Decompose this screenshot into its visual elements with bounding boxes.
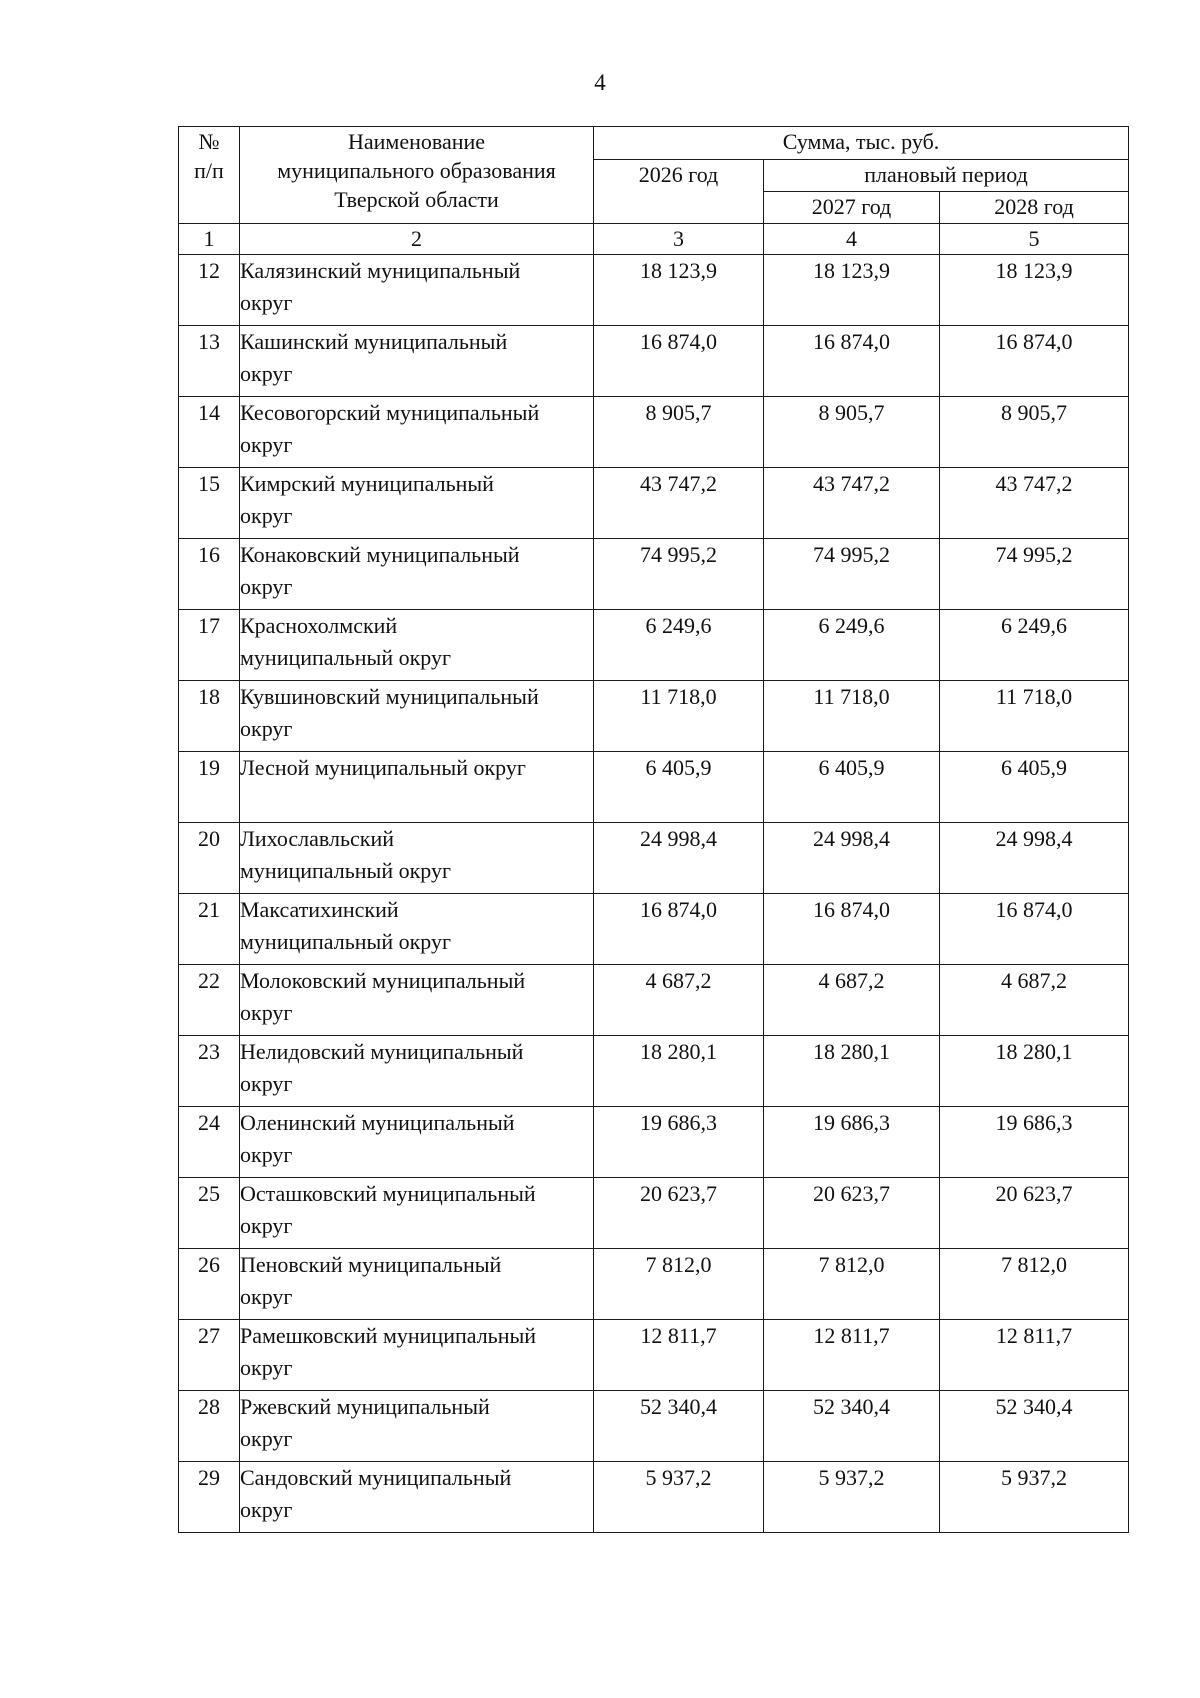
municipality-name [240,823,594,894]
budget-table [178,126,1129,1533]
amount-2028: 74 995,2 [940,539,1129,610]
municipality-name [240,1320,594,1391]
amount-2027: 11 718,0 [764,681,940,752]
amount-2027: 4 687,2 [764,965,940,1036]
table-row [179,1036,1129,1107]
municipality-name-line1: Кимрский муниципальный [240,471,494,496]
municipality-name-line2: муниципальный округ [240,858,452,883]
municipality-name-line1: Оленинский муниципальный [240,1110,515,1135]
amount-2027: 6 405,9 [764,752,940,823]
table-row [179,965,1129,1036]
municipality-name [240,1178,594,1249]
row-number: 25 [179,1178,240,1249]
row-number: 15 [179,468,240,539]
table-row [179,397,1129,468]
header-number-line2: п/п [194,158,224,183]
table-row [179,681,1129,752]
municipality-name-line2: округ [240,290,293,315]
amount-2026: 43 747,2 [594,468,764,539]
amount-2028: 52 340,4 [940,1391,1129,1462]
row-number: 16 [179,539,240,610]
municipality-name-line2: муниципальный округ [240,645,452,670]
row-number: 23 [179,1036,240,1107]
municipality-name-line1: Кесовогорский муниципальный [240,400,540,425]
municipality-name-line2: округ [240,361,293,386]
municipality-name-line1: Сандовский муниципальный [240,1465,512,1490]
table-row [179,823,1129,894]
municipality-name [240,1249,594,1320]
amount-2028: 8 905,7 [940,397,1129,468]
row-number: 27 [179,1320,240,1391]
table-body [179,255,1129,1533]
amount-2028: 12 811,7 [940,1320,1129,1391]
row-number: 26 [179,1249,240,1320]
amount-2028: 18 123,9 [940,255,1129,326]
amount-2026: 12 811,7 [594,1320,764,1391]
amount-2026: 6 405,9 [594,752,764,823]
row-number: 24 [179,1107,240,1178]
amount-2026: 19 686,3 [594,1107,764,1178]
municipality-name [240,965,594,1036]
amount-2026: 11 718,0 [594,681,764,752]
table-row [179,468,1129,539]
amount-2028: 43 747,2 [940,468,1129,539]
amount-2027: 12 811,7 [764,1320,940,1391]
amount-2026: 8 905,7 [594,397,764,468]
header-number-line1: № [198,129,220,154]
municipality-name-line1: Нелидовский муниципальный [240,1039,524,1064]
amount-2027: 7 812,0 [764,1249,940,1320]
header-name-line3: Тверской области [334,187,499,212]
row-number: 13 [179,326,240,397]
municipality-name-line1: Лесной муниципальный округ [240,755,526,780]
amount-2026: 24 998,4 [594,823,764,894]
amount-2028: 6 405,9 [940,752,1129,823]
amount-2028: 4 687,2 [940,965,1129,1036]
row-number: 22 [179,965,240,1036]
header-year-2026: 2026 год [594,160,764,224]
table-row [179,1391,1129,1462]
amount-2027: 5 937,2 [764,1462,940,1533]
column-number: 5 [940,224,1129,255]
amount-2027: 19 686,3 [764,1107,940,1178]
amount-2028: 19 686,3 [940,1107,1129,1178]
amount-2026: 7 812,0 [594,1249,764,1320]
municipality-name [240,894,594,965]
amount-2028: 7 812,0 [940,1249,1129,1320]
row-number: 17 [179,610,240,681]
row-number: 20 [179,823,240,894]
amount-2027: 74 995,2 [764,539,940,610]
header-sum: Сумма, тыс. руб. [594,127,1129,160]
header-year-2027: 2027 год [764,192,940,224]
municipality-name-line2: округ [240,503,293,528]
row-number: 29 [179,1462,240,1533]
municipality-name-line1: Краснохолмский [240,613,398,638]
municipality-name-line2: округ [240,716,293,741]
header-year-2028: 2028 год [940,192,1129,224]
municipality-name [240,1391,594,1462]
amount-2028: 6 249,6 [940,610,1129,681]
column-number: 2 [240,224,594,255]
amount-2027: 43 747,2 [764,468,940,539]
amount-2027: 16 874,0 [764,894,940,965]
municipality-name-line1: Пеновский муниципальный [240,1252,502,1277]
header-number [179,127,240,224]
row-number: 18 [179,681,240,752]
amount-2026: 4 687,2 [594,965,764,1036]
amount-2026: 16 874,0 [594,326,764,397]
municipality-name-line1: Конаковский муниципальный [240,542,520,567]
municipality-name-line1: Ржевский муниципальный [240,1394,490,1419]
table-row [179,1462,1129,1533]
municipality-name [240,1036,594,1107]
amount-2028: 16 874,0 [940,894,1129,965]
amount-2027: 52 340,4 [764,1391,940,1462]
row-number: 12 [179,255,240,326]
row-number: 28 [179,1391,240,1462]
municipality-name-line2: округ [240,1000,293,1025]
row-number: 19 [179,752,240,823]
table-row [179,1107,1129,1178]
header-name-line1: Наименование [347,129,486,154]
amount-2026: 5 937,2 [594,1462,764,1533]
amount-2027: 16 874,0 [764,326,940,397]
table-row [179,1178,1129,1249]
amount-2027: 6 249,6 [764,610,940,681]
amount-2026: 6 249,6 [594,610,764,681]
municipality-name [240,326,594,397]
municipality-name-line1: Максатихинский [240,897,399,922]
table-header [179,127,1129,255]
municipality-name-line2: округ [240,1142,293,1167]
municipality-name [240,468,594,539]
municipality-name-line2: округ [240,574,293,599]
row-number: 21 [179,894,240,965]
column-number: 3 [594,224,764,255]
municipality-name [240,397,594,468]
header-name-line2: муниципального образования [277,158,556,183]
municipality-name-line2: округ [240,1355,293,1380]
amount-2028: 5 937,2 [940,1462,1129,1533]
municipality-name-line2: округ [240,1213,293,1238]
amount-2027: 20 623,7 [764,1178,940,1249]
amount-2026: 18 280,1 [594,1036,764,1107]
municipality-name [240,752,594,823]
municipality-name [240,610,594,681]
table-row [179,752,1129,823]
amount-2028: 24 998,4 [940,823,1129,894]
municipality-name-line2: округ [240,1497,293,1522]
municipality-name [240,255,594,326]
amount-2026: 18 123,9 [594,255,764,326]
municipality-name [240,681,594,752]
row-number: 14 [179,397,240,468]
amount-2027: 8 905,7 [764,397,940,468]
table-row [179,1320,1129,1391]
municipality-name-line2: муниципальный округ [240,929,452,954]
amount-2028: 18 280,1 [940,1036,1129,1107]
amount-2028: 16 874,0 [940,326,1129,397]
table-row [179,1249,1129,1320]
amount-2026: 52 340,4 [594,1391,764,1462]
municipality-name-line2: округ [240,1071,293,1096]
page-number: 4 [594,70,606,95]
table-row [179,326,1129,397]
municipality-name-line1: Молоковский муниципальный [240,968,526,993]
table-row [179,539,1129,610]
municipality-name-line1: Рамешковский муниципальный [240,1323,537,1348]
amount-2026: 74 995,2 [594,539,764,610]
header-name [240,127,594,224]
municipality-name [240,539,594,610]
column-number: 1 [179,224,240,255]
amount-2027: 24 998,4 [764,823,940,894]
amount-2028: 11 718,0 [940,681,1129,752]
municipality-name [240,1107,594,1178]
table-row [179,894,1129,965]
amount-2027: 18 280,1 [764,1036,940,1107]
municipality-name-line1: Калязинский муниципальный [240,258,521,283]
amount-2026: 20 623,7 [594,1178,764,1249]
municipality-name-line1: Лихославльский [240,826,395,851]
municipality-name-line2: округ [240,1426,293,1451]
municipality-name-line1: Кашинский муниципальный [240,329,508,354]
amount-2026: 16 874,0 [594,894,764,965]
header-planned-period: плановый период [764,160,1129,192]
column-numbers-row [179,224,1129,255]
municipality-name-line2: округ [240,1284,293,1309]
municipality-name-line1: Осташковский муниципальный [240,1181,536,1206]
municipality-name [240,1462,594,1533]
municipality-name-line1: Кувшиновский муниципальный [240,684,539,709]
amount-2027: 18 123,9 [764,255,940,326]
amount-2028: 20 623,7 [940,1178,1129,1249]
column-number: 4 [764,224,940,255]
municipality-name-line2: округ [240,432,293,457]
table-row [179,610,1129,681]
table-row [179,255,1129,326]
